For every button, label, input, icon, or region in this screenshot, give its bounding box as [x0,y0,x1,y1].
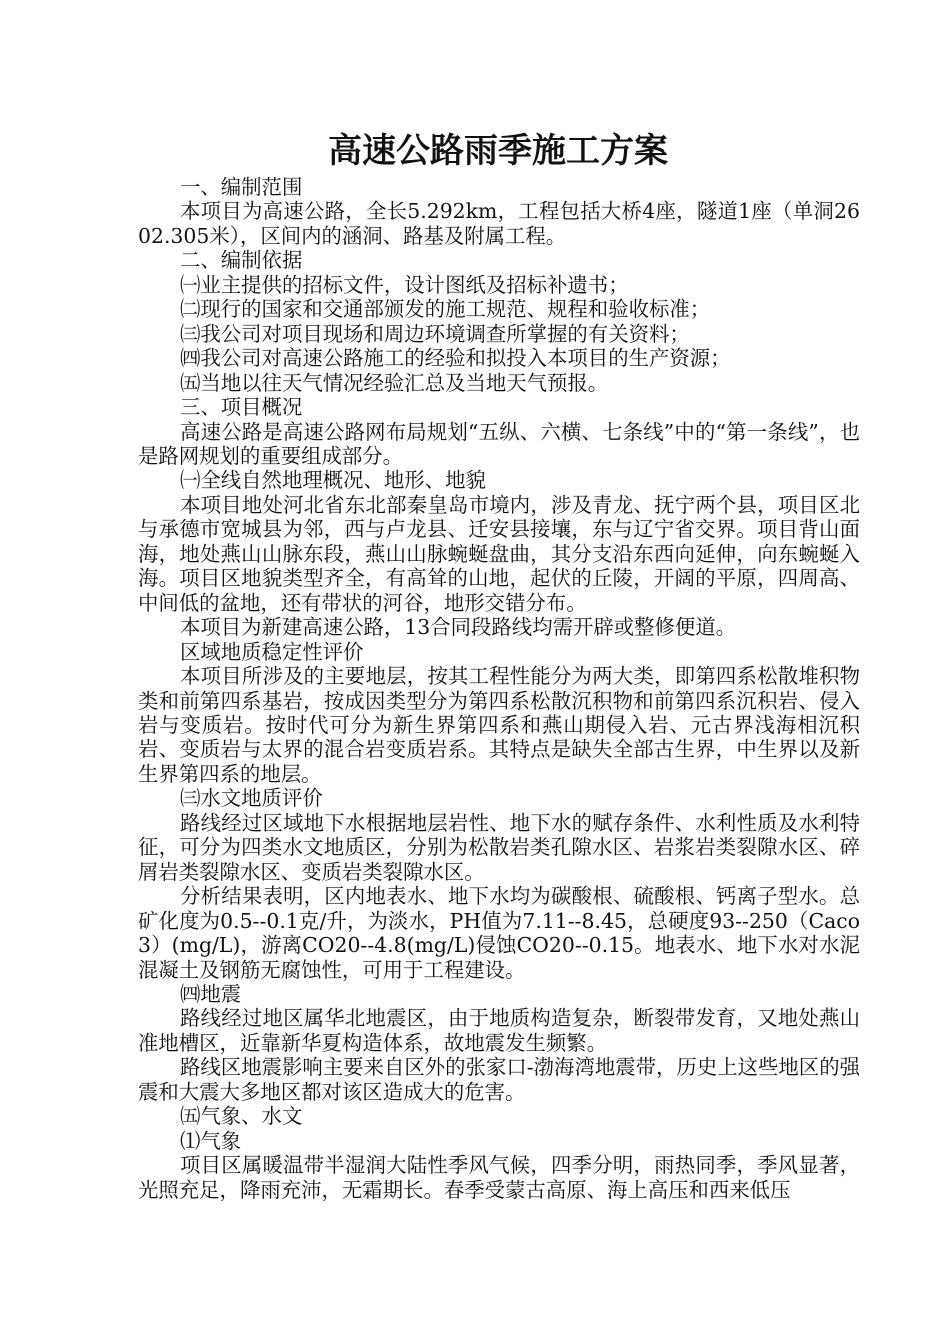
paragraph-geography: 本项目地处河北省东北部秦皇岛市境内，涉及青龙、抚宁两个县，项目区北与承德市宽城县为邻，西与卢龙县、迁安县接壤，东与辽宁省交界。项目背山面海，地处燕山山脉东段，燕山山脉蜿蜒盘曲，其分支沿东西向延伸，向东蜿蜒入海。项目区地貌类型齐全，有高耸的山地，起伏的丘陵，开阔的平原，四周高、中间低的盆地，还有带状的河谷，地形交错分布。 [138,492,860,615]
paragraph-overview: 高速公路是高速公路网布局规划“五纵、六横、七条线”中的“第一条线”，也是路网规划的重要组成部分。 [138,419,860,468]
paragraph-water-analysis: 分析结果表明，区内地表水、地下水均为碳酸根、硫酸根、钙离子型水。总矿化度为0.5--0.1克/升，为淡水，PH值为7.11--8.45，总硬度93--250（Caco3）(mg/L)，游离CO20--4.8(mg/L)侵蚀CO20--0.15。地表水、地下水对水泥混凝土及钢筋无腐蚀性，可用于工程建设。 [138,884,860,982]
basis-item-4: ㈣我公司对高速公路施工的经验和拟投入本项目的生产资源； [180,346,731,371]
paragraph-earthquake-1: 路线经过地区属华北地震区，由于地质构造复杂，断裂带发育，又地处燕山准地槽区，近靠新华夏构造体系，故地震发生频繁。 [138,1006,860,1055]
subheading-climate: ⑴气象 [180,1128,242,1153]
paragraph-access-roads: 本项目为新建高速公路，13合同段路线均需开辟或整修便道。 [180,615,737,640]
basis-item-3: ㈢我公司对项目现场和周边环境调查所掌握的有关资料； [180,321,690,346]
heading-basis: 二、编制依据 [180,248,303,273]
basis-item-2: ㈡现行的国家和交通部颁发的施工规范、规程和验收标准； [180,297,711,322]
document-title: 高速公路雨季施工方案 [328,131,668,171]
basis-item-5: ㈤当地以往天气情况经验汇总及当地天气预报。 [180,370,609,395]
subheading-earthquake: ㈣地震 [180,981,242,1006]
paragraph-geology: 本项目所涉及的主要地层，按其工程性能分为两大类，即第四系松散堆积物类和前第四系基岩，按成因类型分为第四系松散沉积物和前第四系沉积岩、侵入岩与变质岩。按时代可分为新生界第四系和燕山期侵入岩、元古界浅海相沉积岩、变质岩与太界的混合岩变质岩系。其特点是缺失全部古生界，中生界以及新生界第四系的地层。 [138,664,860,786]
paragraph-hydrogeology: 路线经过区域地下水根据地层岩性、地下水的赋存条件、水利性质及水利特征，可分为四类水文地质区，分别为松散岩类孔隙水区、岩浆岩类裂隙水区、碎屑岩类裂隙水区、变质岩类裂隙水区。 [138,810,860,884]
basis-item-1: ㈠业主提供的招标文件，设计图纸及招标补遗书； [180,272,629,297]
subheading-geology: 区域地质稳定性评价 [180,639,364,664]
subheading-geography: ㈠全线自然地理概况、地形、地貌 [180,468,486,493]
subheading-climate-hydrology: ㈤气象、水文 [180,1104,303,1129]
heading-overview: 三、项目概况 [180,395,303,420]
subheading-hydrogeology: ㈢水文地质评价 [180,786,323,811]
heading-scope: 一、编制范围 [180,175,303,199]
document-body [138,175,860,1202]
paragraph-earthquake-2: 路线区地震影响主要来自区外的张家口-渤海湾地震带，历史上这些地区的强震和大震大多地区都对该区造成大的危害。 [138,1055,860,1104]
paragraph-climate: 项目区属暖温带半湿润大陆性季风气候，四季分明，雨热同季，季风显著，光照充足，降雨充沛，无霜期长。春季受蒙古高原、海上高压和西来低压 [138,1153,860,1202]
paragraph-scope: 本项目为高速公路，全长5.292km，工程包括大桥4座，隧道1座（单洞2602.305米），区间内的涵洞、路基及附属工程。 [138,199,860,248]
